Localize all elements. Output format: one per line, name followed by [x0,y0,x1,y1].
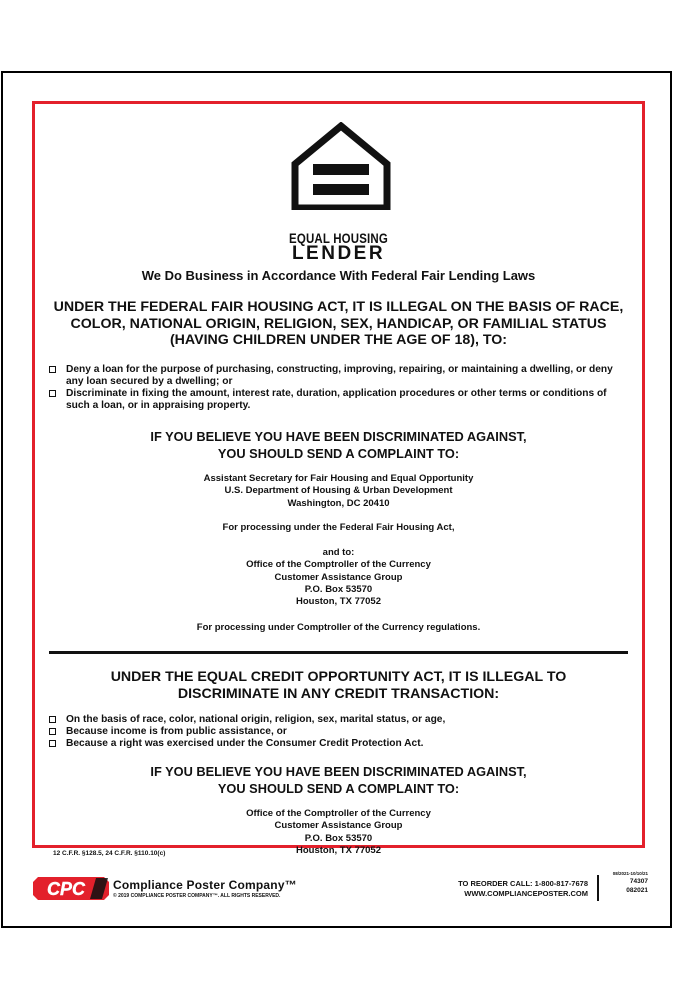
credit-heading-line: DISCRIMINATE IN ANY CREDIT TRANSACTION: [177,685,500,702]
list-item [49,714,628,726]
and-to-label: and to: [322,547,355,558]
address-line: Office of the Comptroller of the Currency [246,808,431,819]
cfr-citation: 12 C.F.R. §128.5, 24 C.F.R. §110.10(c) [53,850,166,857]
poster-code: 74307 [629,878,648,885]
checkbox-icon [49,728,56,735]
reorder-phone: TO REORDER CALL: 1-800-817-7678 [458,879,588,888]
complaint-heading-fair-housing [35,429,642,462]
address-line: Assistant Secretary for Fair Housing and Equal Opportunity [203,473,474,484]
subtitle: We Do Business in Accordance With Federal Fair Lending Laws [141,268,536,283]
complaint-heading-credit [35,764,642,797]
credit-list [49,714,628,750]
checkbox-icon [49,740,56,747]
checkbox-icon [49,716,56,723]
complaint-heading-line: IF YOU BELIEVE YOU HAVE BEEN DISCRIMINATED AGAINST, [150,429,527,444]
poster [1,71,672,928]
address-line: Houston, TX 77052 [296,596,381,608]
logo-text-equal-housing: EQUAL HOUSING [289,230,388,246]
list-item-text: Discriminate in fixing the amount, interest rate, duration, application procedures or other terms or conditions of such a loan, or in appraising property. [66,388,607,411]
address-line: Houston, TX 77052 [296,844,381,856]
equal-housing-house-icon [291,122,391,210]
address-line: P.O. Box 53570 [304,832,373,844]
address-line: U.S. Department of Housing & Urban Development [224,485,453,497]
cpc-logo-text: CPC [46,879,86,899]
processing-note-occ: For processing under Comptroller of the Currency regulations. [196,622,481,633]
date-range: 08/2021-10/10/21 [612,871,648,876]
list-item [49,738,628,750]
fair-housing-list [49,364,628,412]
processing-note-fair-housing: For processing under the Federal Fair Housing Act, [222,522,455,533]
section-divider [49,651,628,654]
hud-address [35,473,642,510]
logo-text-lender: LENDER [291,243,386,264]
credit-heading [47,669,630,702]
occ-address-fair-housing [35,547,642,608]
checkbox-icon [49,366,56,373]
complaint-heading-line: YOU SHOULD SEND A COMPLAINT TO: [217,445,460,461]
credit-heading-line: UNDER THE EQUAL CREDIT OPPORTUNITY ACT, IT IS ILLEGAL TO [110,669,567,685]
address-line: Washington, DC 20410 [287,497,390,509]
cpc-logo [32,876,110,901]
list-item-text: Because a right was exercised under the Consumer Credit Protection Act. [66,738,424,749]
footer-divider [597,875,599,901]
list-item [49,388,628,412]
complaint-heading-line: YOU SHOULD SEND A COMPLAINT TO: [217,780,460,796]
address-line: P.O. Box 53570 [304,583,373,595]
fair-housing-heading: UNDER THE FEDERAL FAIR HOUSING ACT, IT IS ILLEGAL ON THE BASIS OF RACE, COLOR, NATIONAL ORIGIN, RELIGION, SEX, HANDICAP, OR FAMILIAL STATUS (HAVING CHILDREN UNDER THE AGE OF 18), TO: [53,299,624,348]
copyright: © 2019 COMPLIANCE POSTER COMPANY™. ALL RIGHTS RESERVED. [113,893,281,899]
reorder-info [458,879,588,899]
company-name: Compliance Poster Company™ [113,878,297,892]
checkbox-icon [49,390,56,397]
address-line: Office of the Comptroller of the Currency [246,559,431,571]
address-line: Customer Assistance Group [274,820,403,832]
revision-code: 082021 [626,887,648,894]
poster-codes [603,871,648,895]
list-item [49,726,628,738]
list-item-text: On the basis of race, color, national origin, religion, sex, marital status, or age, [66,714,446,725]
list-item [49,364,628,388]
website-link[interactable]: WWW.COMPLIANCEPOSTER.COM [464,889,588,898]
address-line: Customer Assistance Group [274,571,403,583]
list-item-text: Because income is from public assistance, or [66,726,287,737]
poster-content-frame [32,101,645,857]
list-item-text: Deny a loan for the purpose of purchasing, constructing, improving, repairing, or maintaining a dwelling, or deny any loan secured by a dwelling; or [66,364,613,387]
complaint-heading-line: IF YOU BELIEVE YOU HAVE BEEN DISCRIMINATED AGAINST, [150,764,527,779]
